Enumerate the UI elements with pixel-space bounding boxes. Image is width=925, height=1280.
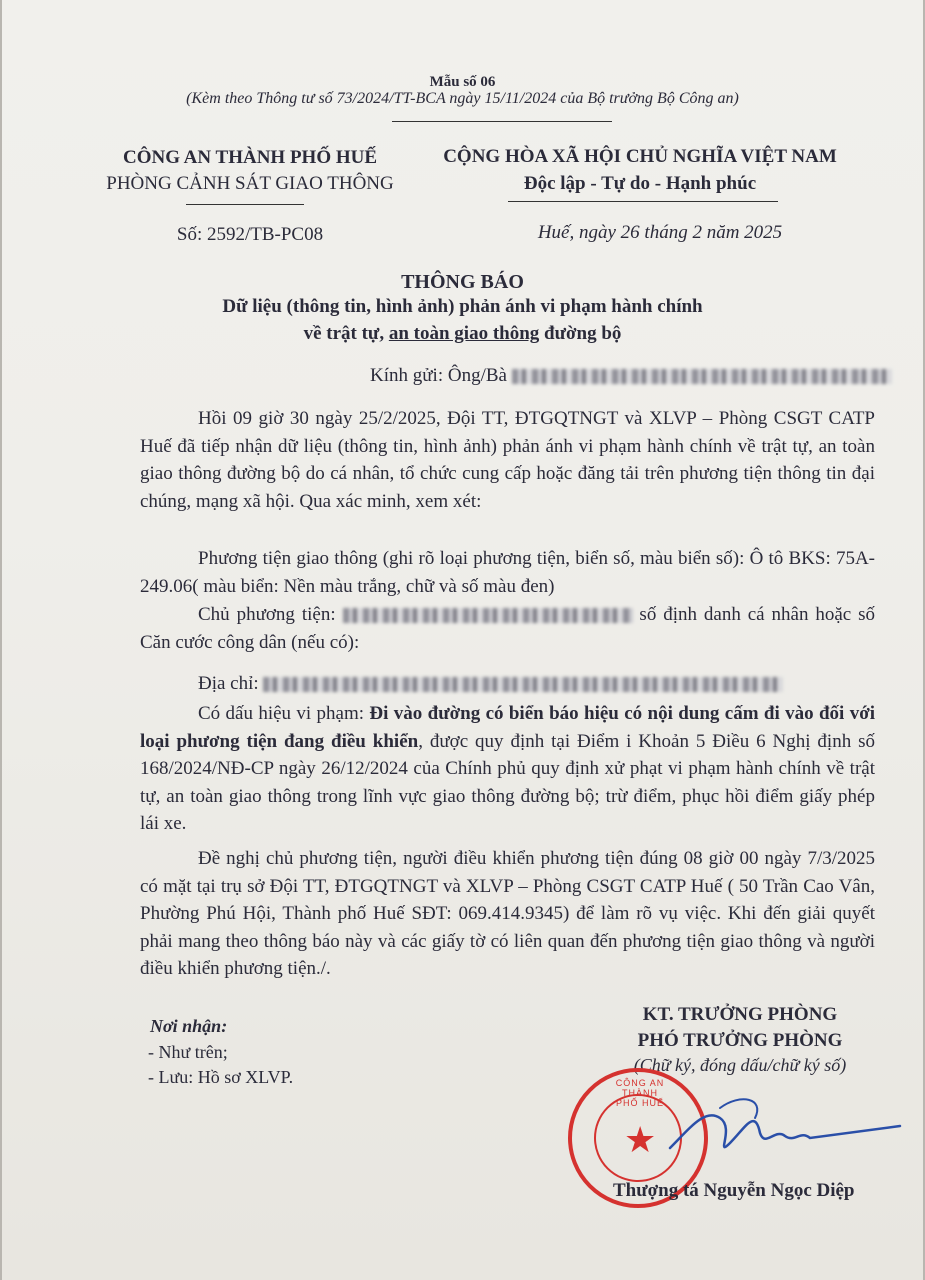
agency-name: CÔNG AN THÀNH PHỐ HUẾ [122, 147, 378, 168]
divider [508, 201, 778, 202]
recipient-item: - Như trên; [148, 1042, 228, 1062]
signer-title-1: KT. TRƯỞNG PHÒNG [642, 1004, 838, 1025]
document-subtitle-1: Dữ liệu (thông tin, hình ảnh) phản ánh vi phạm hành chính [222, 296, 703, 317]
signer-name: Thượng tá Nguyễn Ngọc Diệp [613, 1180, 855, 1201]
paragraph-vehicle: Phương tiện giao thông (ghi rõ loại phương tiện, biển số, màu biển số): Ô tô BKS: 75A-249.06( màu biển: Nền màu trắng, chữ và số màu đen) [140, 548, 875, 597]
redacted-recipient [512, 369, 892, 384]
document-number: Số: 2592/TB-PC08 [176, 224, 324, 245]
paragraph-receipt: Hồi 09 giờ 30 ngày 25/2/2025, Đội TT, ĐTGQTNGT và XLVP – Phòng CSGT CATP Huế đã tiếp nhận dữ liệu (thông tin, hình ảnh) phản ánh vi phạm hành chính về trật tự, an toàn giao thông đường bộ do cá nhân, tổ chức cung cấp hoặc đăng tải trên phương tiện thông tin đại chúng, mạng xã hội. Qua xác minh, xem xét: [140, 408, 875, 512]
seal-star-icon: ★ [624, 1120, 657, 1160]
document-date: Huế, ngày 26 tháng 2 năm 2025 [537, 222, 783, 243]
paragraph-address: Địa chỉ: [140, 670, 875, 698]
form-note: (Kèm theo Thông tư số 73/2024/TT-BCA ngày 15/11/2024 của Bộ trưởng Bộ Công an) [186, 90, 739, 107]
recipients-label: Nơi nhận: [150, 1016, 228, 1036]
handwritten-signature [660, 1088, 910, 1178]
recipient-item: - Lưu: Hồ sơ XLVP. [148, 1067, 294, 1087]
document-title: THÔNG BÁO [401, 271, 524, 293]
nation-name: CỘNG HÒA XÃ HỘI CHỦ NGHĨA VIỆT NAM [443, 146, 837, 167]
salutation: Kính gửi: Ông/Bà [370, 365, 892, 387]
divider [392, 121, 612, 122]
seal-text: CÔNG AN THÀNH PHỐ HUẾ [615, 1078, 665, 1108]
paragraph-violation: Có dấu hiệu vi phạm: Đi vào đường có biển báo hiệu có nội dung cấm đi vào đối với loại phương tiện đang điều khiển, được quy định tại Điểm i Khoản 5 Điều 6 Nghị định số 168/2024/NĐ-CP ngày 26/12/2024 của Chính phủ quy định xử phạt vi phạm hành chính về trật tự, an toàn giao thông trong lĩnh vực giao thông đường bộ; trừ điểm, phục hồi điểm giấy phép lái xe. [140, 703, 876, 835]
document-subtitle-2: về trật tự, an toàn giao thông đường bộ [303, 323, 622, 344]
signer-title-2: PHÓ TRƯỞNG PHÒNG [637, 1030, 843, 1051]
signature-note: (Chữ ký, đóng dấu/chữ ký số) [633, 1055, 847, 1075]
form-number: Mẫu số 06 [429, 74, 496, 90]
divider [186, 204, 304, 205]
nation-motto: Độc lập - Tự do - Hạnh phúc [523, 173, 757, 194]
redacted-address [263, 677, 783, 692]
agency-department: PHÒNG CẢNH SÁT GIAO THÔNG [106, 173, 394, 194]
paragraph-owner: Chủ phương tiện: số định danh cá nhân hoặc số Căn cước công dân (nếu có): [140, 604, 876, 653]
paragraph-request: Đề nghị chủ phương tiện, người điều khiển phương tiện đúng 08 giờ 00 ngày 7/3/2025 có mặt tại trụ sở Đội TT, ĐTGQTNGT và XLVP – Phòng CSGT CATP Huế ( 50 Trần Cao Vân, Phường Phú Hội, Thành phố Huế SĐT: 069.414.9345) để làm rõ vụ việc. Khi đến giải quyết phải mang theo thông báo này và các giấy tờ có liên quan đến phương tiện giao thông và người điều khiển phương tiện./. [140, 848, 875, 980]
redacted-owner [343, 608, 633, 623]
